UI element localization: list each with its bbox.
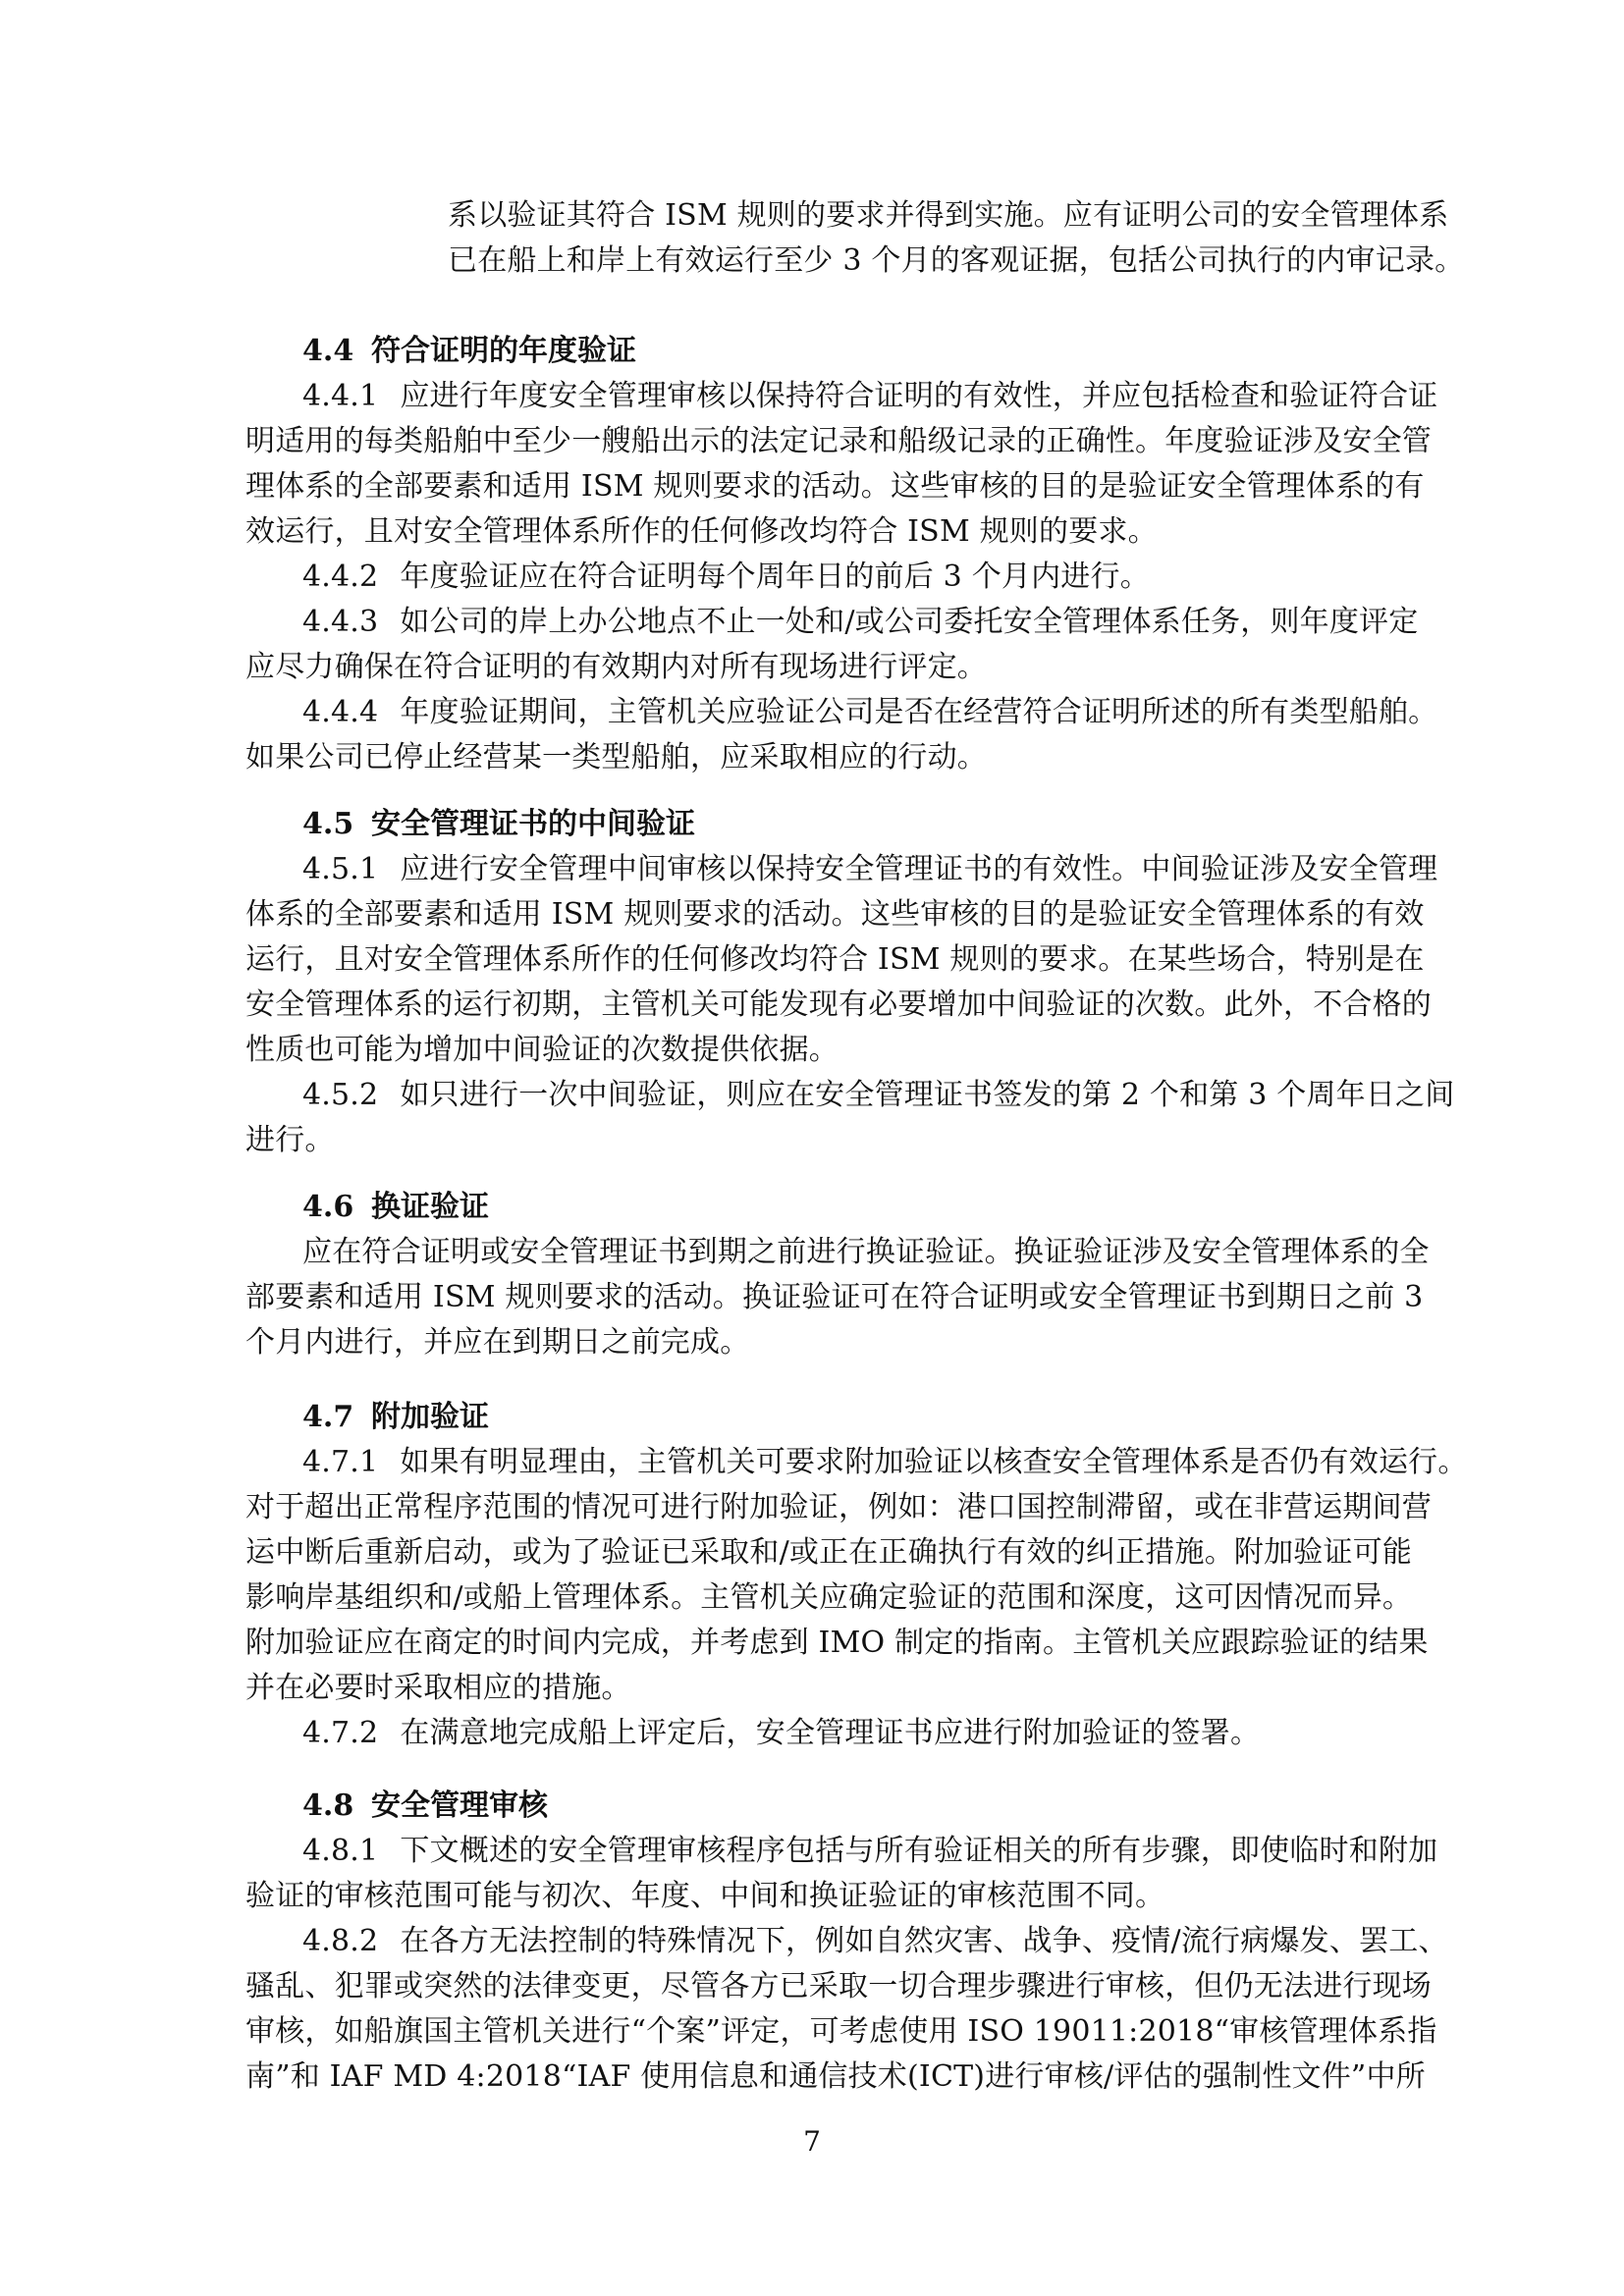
section-title: 安全管理证书的中间验证 [371,807,695,841]
paragraph-line: 南”和 IAF MD 4:2018“IAF 使用信息和通信技术(ICT)进行审核/评估的强制性文件”中所 [245,2059,1426,2094]
paragraph-line: 理体系的全部要素和适用 ISM 规则要求的活动。这些审核的目的是验证安全管理体系的有 [245,469,1425,504]
paragraph-line: 运中断后重新启动，或为了验证已采取和/或正在正确执行有效的纠正措施。附加验证可能 [245,1535,1413,1570]
paragraph-number: 4.4.3 [302,605,379,639]
paragraph-line: 如果公司已停止经营某一类型船舶，应采取相应的行动。 [245,740,987,774]
paragraph-line: 运行，且对安全管理体系所作的任何修改均符合 ISM 规则的要求。在某些场合，特别是在 [245,942,1425,977]
paragraph-text: 年度验证期间，主管机关应验证公司是否在经营符合证明所述的所有类型船舶。 [400,695,1438,729]
paragraph-text: 下文概述的安全管理审核程序包括与所有验证相关的所有步骤，即使临时和附加 [400,1834,1438,1868]
paragraph-line: 验证的审核范围可能与初次、年度、中间和换证验证的审核范围不同。 [245,1879,1165,1913]
section-number: 4.8 [302,1789,354,1823]
paragraph-text: 如公司的岸上办公地点不止一处和/或公司委托安全管理体系任务，则年度评定 [400,605,1419,639]
section-title: 符合证明的年度验证 [371,334,636,368]
page-number: 7 [803,2125,821,2158]
section-4-5-heading [302,805,695,844]
paragraph-line: 进行。 [245,1123,335,1157]
section-number: 4.6 [302,1190,354,1224]
paragraph-line: 明适用的每类船舶中至少一艘船出示的法定记录和船级记录的正确性。年度验证涉及安全管 [245,424,1432,458]
section-4-8-heading [302,1787,548,1826]
paragraph-text: 在满意地完成船上评定后，安全管理证书应进行附加验证的签署。 [400,1716,1261,1750]
paragraph-line [302,1443,1468,1482]
paragraph-number: 4.5.2 [302,1078,379,1112]
section-4-4-heading [302,332,636,371]
paragraph-line [302,693,1437,732]
paragraph-text: 如只进行一次中间验证，则应在安全管理证书签发的第 2 个和第 3 个周年日之间 [400,1078,1455,1112]
paragraph-line [302,603,1418,642]
paragraph-line: 审核，如船旗国主管机关进行“个案”评定，可考虑使用 ISO 19011:2018“审核管理体系指 [245,2014,1437,2049]
paragraph-number: 4.4.2 [302,560,379,594]
paragraph-line: 影响岸基组织和/或船上管理体系。主管机关应确定验证的范围和深度，这可因情况而异。 [245,1580,1413,1615]
paragraph-text: 年度验证应在符合证明每个周年日的前后 3 个月内进行。 [400,560,1150,594]
intro-line-1: 系以验证其符合 ISM 规则的要求并得到实施。应有证明公司的安全管理体系 [448,198,1449,233]
paragraph-number: 4.7.1 [302,1445,379,1479]
paragraph-number: 4.4.4 [302,695,379,729]
section-title: 附加验证 [371,1400,489,1434]
section-number: 4.4 [302,334,354,368]
section-number: 4.5 [302,807,354,841]
paragraph-line: 附加验证应在商定的时间内完成，并考虑到 IMO 制定的指南。主管机关应跟踪验证的结果 [245,1626,1429,1660]
section-4-7-heading [302,1398,489,1437]
paragraph-line: 应尽力确保在符合证明的有效期内对所有现场进行评定。 [245,650,987,684]
paragraph-line [302,1922,1448,1961]
paragraph-text: 应进行安全管理中间审核以保持安全管理证书的有效性。中间验证涉及安全管理 [400,852,1438,886]
paragraph-text: 应进行年度安全管理审核以保持符合证明的有效性，并应包括检查和验证符合证 [400,379,1438,413]
paragraph-line: 体系的全部要素和适用 ISM 规则要求的活动。这些审核的目的是验证安全管理体系的有效 [245,897,1425,932]
paragraph-number: 4.5.1 [302,852,379,886]
paragraph-line: 并在必要时采取相应的措施。 [245,1671,631,1705]
paragraph-number: 4.8.2 [302,1924,379,1958]
paragraph-line: 部要素和适用 ISM 规则要求的活动。换证验证可在符合证明或安全管理证书到期日之前 3 [245,1280,1424,1314]
paragraph-line [302,1714,1260,1753]
paragraph-line [302,377,1437,416]
paragraph-line: 性质也可能为增加中间验证的次数提供依据。 [245,1033,839,1067]
paragraph-line [302,558,1150,597]
paragraph-line [302,1832,1437,1871]
paragraph-text: 如果有明显理由，主管机关可要求附加验证以核查安全管理体系是否仍有效运行。 [400,1445,1468,1479]
paragraph-line: 效运行，且对安全管理体系所作的任何修改均符合 ISM 规则的要求。 [245,514,1158,549]
paragraph-number: 4.8.1 [302,1834,379,1868]
section-number: 4.7 [302,1400,354,1434]
paragraph-number: 4.7.2 [302,1716,379,1750]
intro-line-2: 已在船上和岸上有效运行至少 3 个月的客观证据，包括公司执行的内审记录。 [448,243,1465,278]
paragraph-line: 对于超出正常程序范围的情况可进行附加验证，例如：港口国控制滞留，或在非营运期间营 [245,1490,1432,1524]
paragraph-line: 骚乱、犯罪或突然的法律变更，尽管各方已采取一切合理步骤进行审核，但仍无法进行现场 [245,1969,1432,2003]
paragraph-line: 应在符合证明或安全管理证书到期之前进行换证验证。换证验证涉及安全管理体系的全 [302,1235,1430,1269]
section-4-6-heading [302,1188,489,1227]
paragraph-line: 个月内进行，并应在到期日之前完成。 [245,1325,750,1360]
paragraph-line [302,1076,1454,1115]
section-title: 换证验证 [371,1190,489,1224]
paragraph-line: 安全管理体系的运行初期，主管机关可能发现有必要增加中间验证的次数。此外，不合格的 [245,988,1432,1022]
paragraph-line [302,850,1437,889]
paragraph-number: 4.4.1 [302,379,379,413]
paragraph-text: 在各方无法控制的特殊情况下，例如自然灾害、战争、疫情/流行病爆发、罢工、 [400,1924,1448,1958]
section-title: 安全管理审核 [371,1789,548,1823]
